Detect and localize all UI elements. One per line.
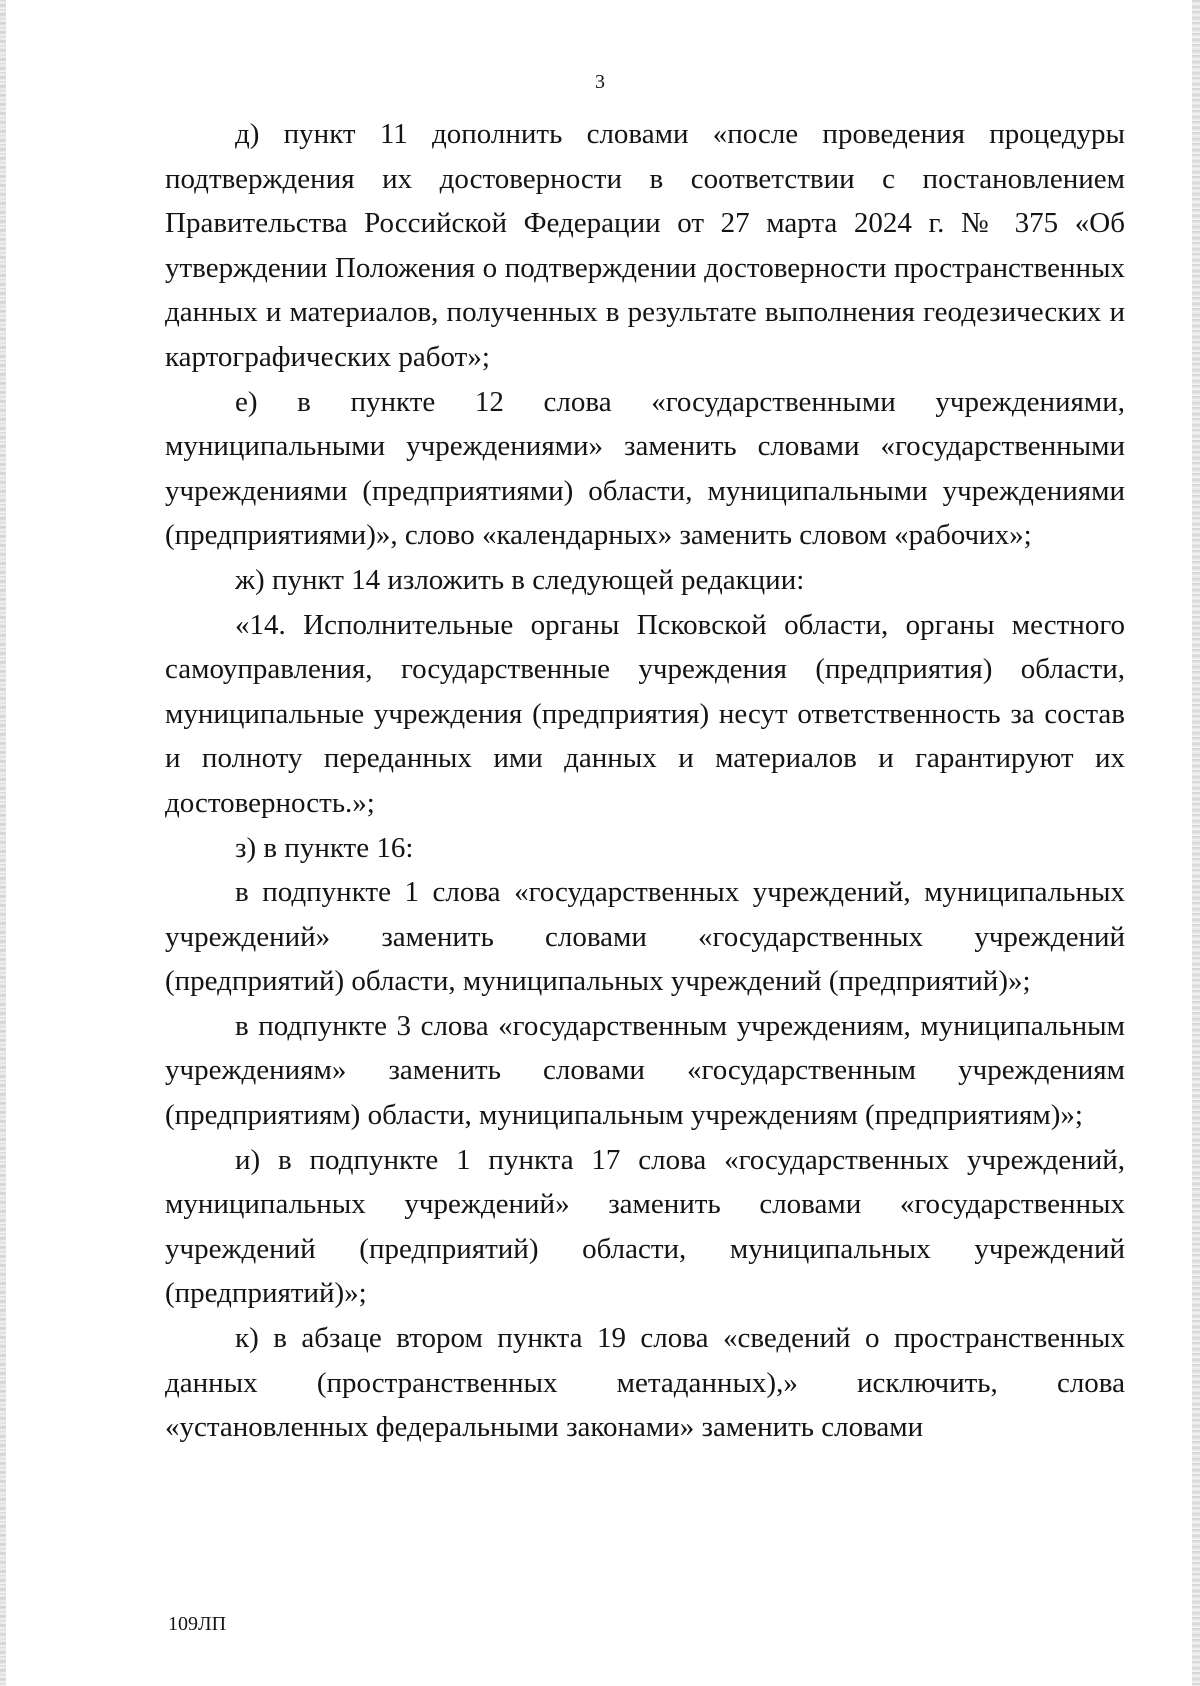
paragraph-k: к) в абзаце втором пункта 19 слова «сведений о пространственных данных (пространственных метаданных),» исключить, слова «установленных федеральными законами» заменить словами <box>165 1322 1125 1444</box>
scan-edge-right <box>1192 0 1200 1686</box>
paragraph-z: з) в пункте 16: <box>235 831 414 864</box>
scan-edge-left <box>0 0 6 1686</box>
page-number: 3 <box>595 71 605 93</box>
document-body <box>165 112 1125 1450</box>
document-code: 109ЛП <box>168 1613 227 1635</box>
paragraph-e: е) в пункте 12 слова «государственными учреждениями, муниципальными учреждениями» заменить словами «государственными учреждениями (предприятиями) области, муниципальными учреждениями (предприятиями)», слово «календарных» заменить словом «рабочих»; <box>165 385 1125 552</box>
paragraph-14-quote: «14. Исполнительные органы Псковской области, органы местного самоуправления, государственные учреждения (предприятия) области, муниципальные учреждения (предприятия) несут ответственность за состав и полноту переданных ими данных и материалов и гарантируют их достоверность.»; <box>165 608 1125 819</box>
paragraph-zh: ж) пункт 14 изложить в следующей редакции: <box>235 563 805 596</box>
paragraph-subpoint-1: в подпункте 1 слова «государственных учреждений, муниципальных учреждений» заменить словами «государственных учреждений (предприятий) области, муниципальных учреждений (предприятий)»; <box>165 876 1125 998</box>
paragraph-subpoint-3: в подпункте 3 слова «государственным учреждениям, муниципальным учреждениям» заменить словами «государственным учреждениям (предприятиям) области, муниципальным учреждениям (предприятиям)»; <box>165 1009 1125 1132</box>
paragraph-d: д) пункт 11 дополнить словами «после проведения процедуры подтверждения их достоверности в соответствии с постановлением Правительства Российской Федерации от 27 марта 2024 г. № 375 «Об утверждении Положения о подтверждении достоверности пространственных данных и материалов, полученных в результате выполнения геодезических и картографических работ»; <box>165 118 1125 373</box>
paragraph-i: и) в подпункте 1 пункта 17 слова «государственных учреждений, муниципальных учреждений» заменить словами «государственных учреждений (предприятий) области, муниципальных учреждений (предприятий)»; <box>165 1143 1125 1310</box>
